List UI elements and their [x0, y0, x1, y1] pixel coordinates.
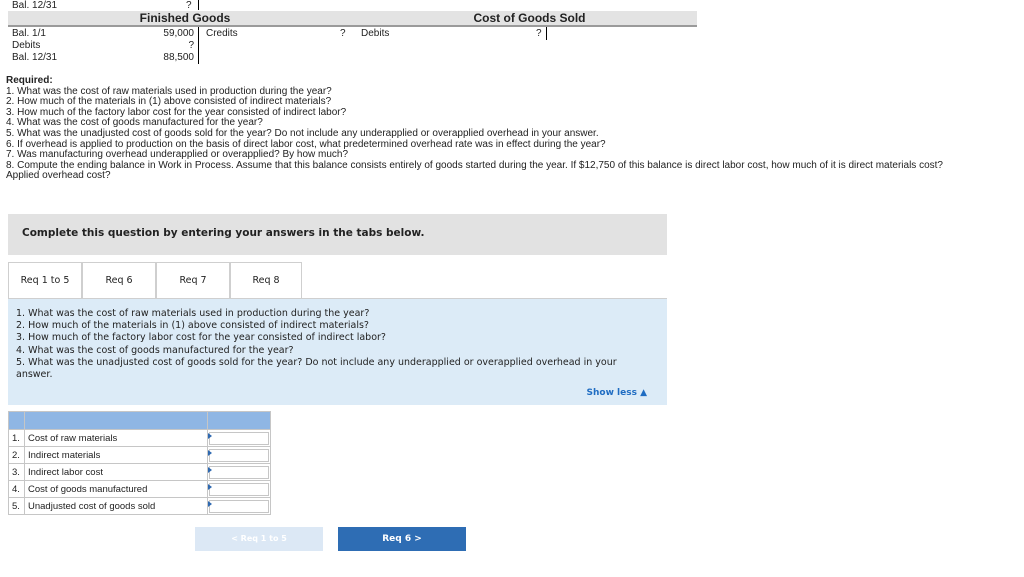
fg-row-label: Debits: [12, 40, 41, 51]
required-item: 6. If overhead is applied to production on the basis of direct labor cost, what predetermined overhead rate was in effect during the year?: [6, 138, 606, 150]
panel-line: 2. How much of the materials in (1) above consisted of indirect materials?: [16, 320, 369, 332]
row-label: Unadjusted cost of goods sold: [25, 498, 208, 515]
top-t-divider: [198, 0, 199, 10]
required-item: Applied overhead cost?: [6, 170, 111, 182]
cogs-divider: [546, 27, 547, 40]
input-marker-icon: [208, 450, 212, 456]
panel-line: 4. What was the cost of goods manufactured for the year?: [16, 344, 294, 356]
required-item: 7. Was manufacturing overhead underapplied or overapplied? By how much?: [6, 149, 349, 161]
row-label: Indirect materials: [25, 447, 208, 464]
instructions-banner: [8, 214, 667, 255]
next-button[interactable]: Req 6 >: [338, 527, 466, 551]
table-row: [9, 447, 271, 464]
required-item: 2. How much of the materials in (1) above consisted of indirect materials?: [6, 96, 332, 108]
top-bal-value: ?: [186, 0, 192, 11]
input-marker-icon: [208, 433, 212, 439]
show-less-link[interactable]: Show less ▲: [586, 388, 647, 398]
table-row: [9, 430, 271, 447]
table-row: [9, 464, 271, 481]
tab-req-7[interactable]: Req 7: [156, 262, 230, 298]
fg-row-value: 59,000: [163, 28, 194, 39]
row-number: 5.: [9, 498, 25, 515]
row-label: Indirect labor cost: [25, 464, 208, 481]
required-section: [6, 76, 943, 182]
cost-of-raw-materials-input[interactable]: [209, 432, 269, 445]
required-heading: Required:: [6, 75, 53, 86]
fg-credits-value: ?: [340, 28, 346, 39]
input-marker-icon: [208, 467, 212, 473]
required-item: 5. What was the unadjusted cost of goods sold for the year? Do not include any underapplied or overapplied overhead in your answer.: [6, 127, 599, 139]
required-item: 3. How much of the factory labor cost for the year consisted of indirect labor?: [6, 106, 347, 118]
finished-goods-divider: [198, 27, 199, 64]
panel-line: 3. How much of the factory labor cost for the year consisted of indirect labor?: [16, 332, 386, 344]
unadjusted-cogs-input[interactable]: [209, 500, 269, 513]
input-marker-icon: [208, 484, 212, 490]
fg-row-label: Bal. 12/31: [12, 52, 58, 63]
fg-credits-label: Credits: [206, 28, 238, 39]
table-row: [9, 498, 271, 515]
fg-row-value: 88,500: [163, 52, 194, 63]
row-number: 1.: [9, 430, 25, 447]
tab-req-1-to-5[interactable]: Req 1 to 5: [8, 262, 82, 298]
tab-req-8[interactable]: Req 8: [230, 262, 302, 298]
panel-line: 5. What was the unadjusted cost of goods sold for the year? Do not include any underapplied or overapplied overhead in your answer.: [16, 356, 617, 381]
cogs-debits-label: Debits: [361, 28, 390, 39]
question-panel: [8, 299, 667, 405]
row-number: 3.: [9, 464, 25, 481]
indirect-labor-cost-input[interactable]: [209, 466, 269, 479]
required-item: 4. What was the cost of goods manufactured for the year?: [6, 117, 263, 129]
row-number: 4.: [9, 481, 25, 498]
row-label: Cost of raw materials: [25, 430, 208, 447]
tab-req-6[interactable]: Req 6: [82, 262, 156, 298]
banner-text: Complete this question by entering your answers in the tabs below.: [22, 227, 425, 239]
indirect-materials-input[interactable]: [209, 449, 269, 462]
fg-row-value: ?: [188, 40, 194, 51]
cost-of-goods-manufactured-input[interactable]: [209, 483, 269, 496]
row-number: 2.: [9, 447, 25, 464]
cogs-title: Cost of Goods Sold: [362, 11, 697, 27]
table-row: [9, 481, 271, 498]
panel-text: [16, 308, 656, 381]
prev-button[interactable]: < Req 1 to 5: [195, 527, 323, 551]
row-label: Cost of goods manufactured: [25, 481, 208, 498]
answer-table-header: [9, 412, 271, 430]
required-item: 8. Compute the ending balance in Work in Process. Assume that this balance consists entirely of goods started during the year. If $12,750 of this balance is direct labor cost, how much of it is direct materials cost?: [6, 159, 943, 171]
top-bal-label: Bal. 12/31: [12, 0, 58, 11]
answer-table: [8, 411, 271, 515]
input-marker-icon: [208, 501, 212, 507]
finished-goods-title: Finished Goods: [8, 11, 362, 27]
fg-row-label: Bal. 1/1: [12, 28, 46, 39]
required-item: 1. What was the cost of raw materials used in production during the year?: [6, 85, 332, 97]
panel-line: 1. What was the cost of raw materials used in production during the year?: [16, 308, 370, 319]
cogs-debits-value: ?: [536, 28, 542, 39]
